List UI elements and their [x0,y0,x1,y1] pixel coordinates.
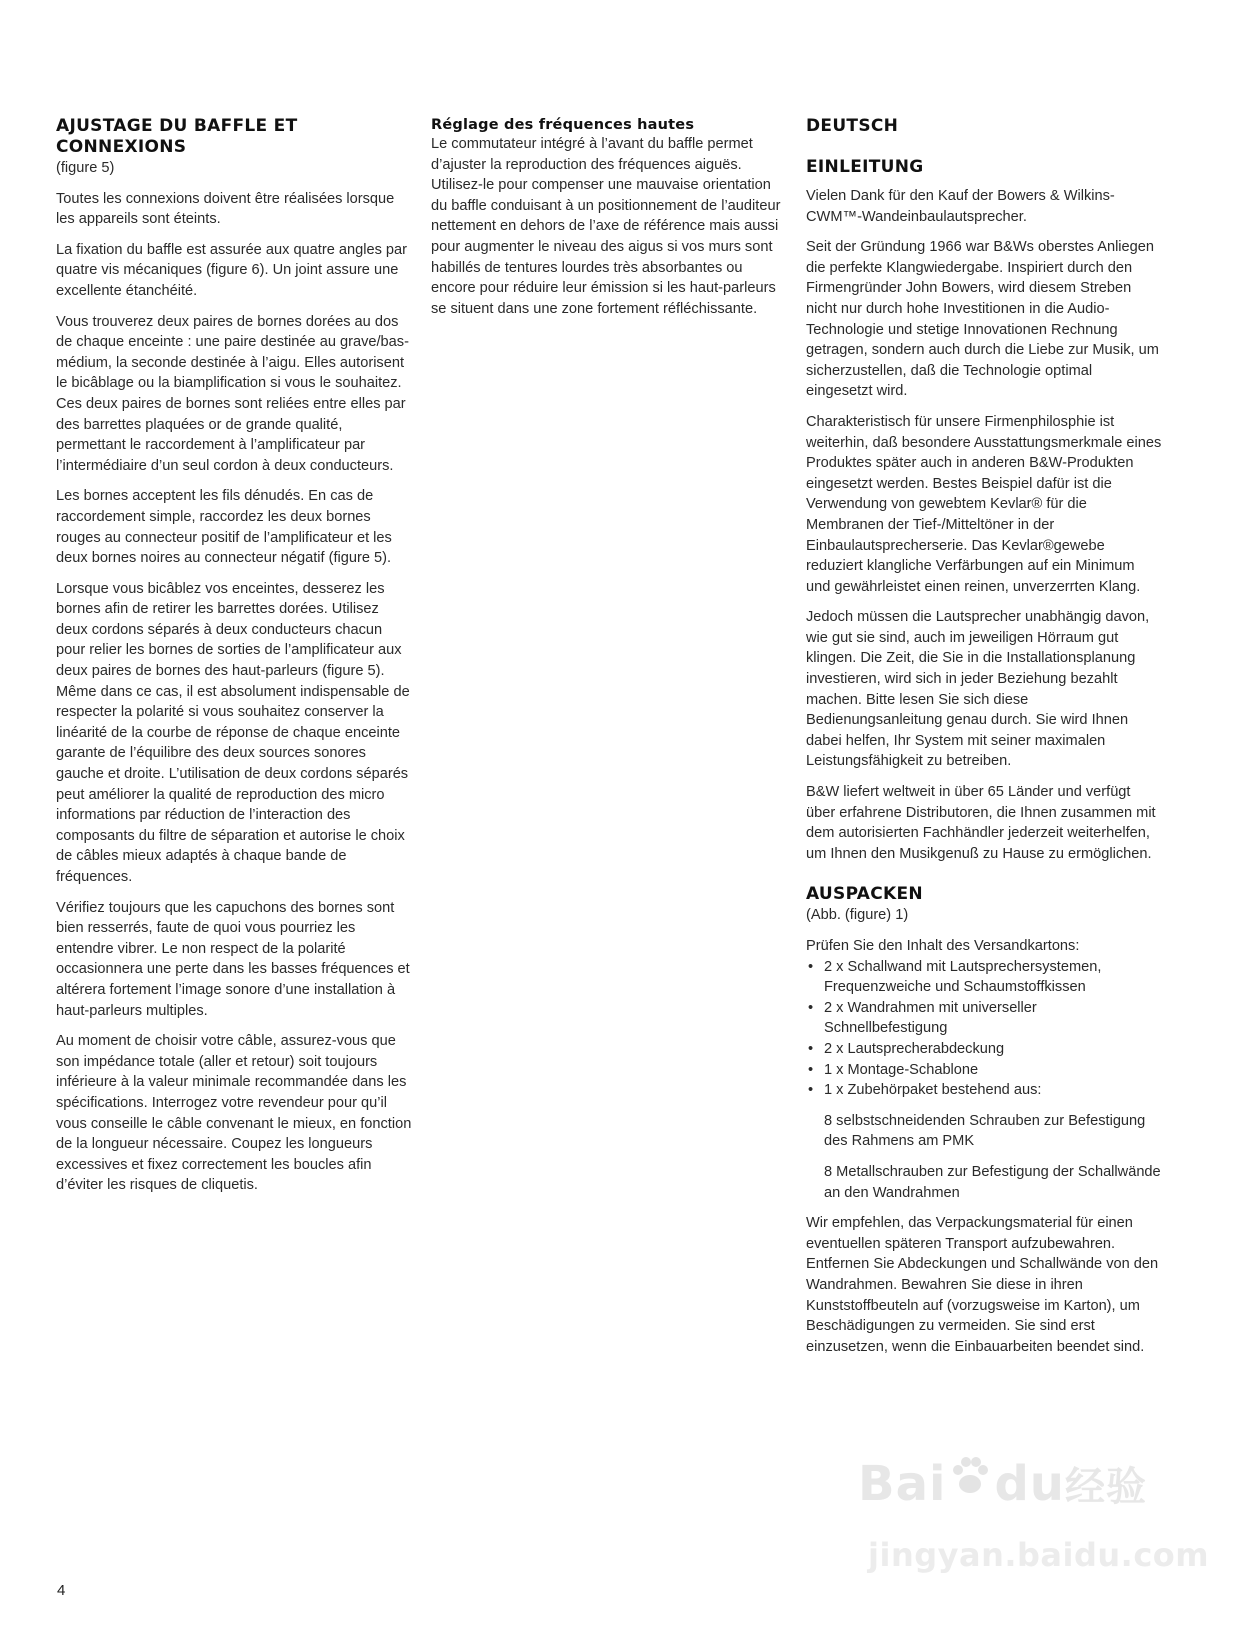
baidu-watermark [858,1452,1210,1612]
paragraph: Vérifiez toujours que les capuchons des bornes sont bien resserrés, faute de quoi vous pourriez les entendre vibrer. Le non respect de la polarité occasionnera une perte dans les basses fréquences et altérera fortement l’image sonore d’une installation à haut-parleurs multiples. [56,899,410,1019]
section-heading-connexions: AJUSTAGE DU BAFFLE ET CONNEXIONS [56,116,298,157]
section-heading-frequences: Réglage des fréquences hautes [431,117,695,133]
watermark-url: jingyan.baidu.com [868,1536,1210,1574]
spacer [806,874,1162,884]
paragraph: La fixation du baffle est assurée aux quatre angles par quatre vis mécaniques (figure 6). Un joint assure une excellente étanchéité. [56,241,408,299]
list-item: • 1 x Montage-Schablone [806,1060,1162,1081]
paw-icon [946,1452,994,1500]
paragraph: Au moment de choisir votre câble, assurez-vous que son impédance totale (aller et retour) soit toujours inférieure à la valeur minimale recommandée dans les spécifications. Interrogez votre revendeur pour qu’il vous conseille le câble convenant le mieux, en fonction de la longueur nécessaire. Coupez les longueurs excessives et fixez correctement les boucles afin d’éviter les risques de cliquetis. [56,1033,412,1194]
french-column-left [56,116,412,1206]
watermark-logo-left: Bai [858,1456,947,1512]
unpack-lead: Prüfen Sie den Inhalt des Versandkartons: [806,938,1080,954]
language-heading: DEUTSCH [806,116,899,136]
section-heading-einleitung: EINLEITUNG [806,157,924,177]
section-heading-auspacken: AUSPACKEN [806,884,923,905]
watermark-logo [858,1452,1147,1512]
german-column-right [806,116,1162,1367]
list-item: • 2 x Schallwand mit Lautsprechersystemen, Frequenzweiche und Schaumstoffkissen [806,957,1162,998]
paragraph: Vous trouverez deux paires de bornes dorées au dos de chaque enceinte : une paire destinée au grave/bas-médium, la seconde destinée à l’aigu. Elles autorisent le bicâblage ou la biamplification si vous le souhaitez. Ces deux paires de bornes sont reliées entre elles par des barrettes plaquées or de grande qualité, permettant le raccordement à l’amplificateur par l’intermédiaire d’un seul cordon à deux conducteurs. [56,313,409,474]
paragraph: Le commutateur intégré à l’avant du baffle permet d’ajuster la reproduction des fréquences aiguës. Utilisez-le pour compenser une mauvaise orientation du baffle conduisant à un positionnement de l’auditeur nettement en dehors de l’axe de référence mais aussi pour augmenter le niveau des aigus si vos murs sont habillés de tentures lourdes très absorbantes ou encore pour réduire leur émission si les haut-parleurs se situent dans une zone fortement réfléchissante. [431,136,781,317]
section-subheading: (figure 5) [56,160,115,176]
paragraph: Vielen Dank für den Kauf der Bowers & Wilkins-CWM™-Wandeinbaulautsprecher. [806,188,1115,225]
watermark-logo-cn: 经验 [1064,1464,1147,1510]
paragraph: Jedoch müssen die Lautsprecher unabhängig davon, wie gut sie sind, auch im jeweiligen Hörraum gut klingen. Die Zeit, die Sie in die Installationsplanung investieren, wird sich in jeder Beziehung bezahlt machen. Bitte lesen Sie sich diese Bedienungsanleitung genau durch. Sie wird Ihnen dabei helfen, Ihr System mit seiner maximalen Leistungsfähigkeit zu betreiben. [806,609,1150,770]
section-subheading: (Abb. (figure) 1) [806,907,909,924]
page-number: 4 [57,1582,66,1599]
unpack-list [806,957,1162,1101]
accessory-detail: 8 selbstschneidenden Schrauben zur Befestigung des Rahmens am PMK [824,1112,1146,1150]
paragraph: Charakteristisch für unsere Firmenphilosphie ist weiterhin, daß besondere Ausstattungsmerkmale eines Produktes später auch in anderen B&W-Produkten eingesetzt werden. Bestes Beispiel dafür ist die Verwendung von gewebtem Kevlar® für die Membranen der Tief-/Mitteltöner in der Einbaulautsprecherserie. Das Kevlar®gewebe reduziert klangliche Verfärbungen auf ein Minimum und gewährleistet einen reinen, unverzerrten Klang. [806,413,1162,595]
paragraph: Seit der Gründung 1966 war B&Ws oberstes Anliegen die perfekte Klangwiedergabe. Inspiriert durch den Firmengründer John Bowers, wird diesem Streben nicht nur durch hohe Investitionen in die Audio-Technologie und stetige Innovationen Rechnung getragen, sondern auch durch die Liebe zur Musik, um sicherzustellen, daß die Technologie optimal eingesetzt wird. [806,239,1159,400]
watermark-logo-right: du [994,1456,1065,1512]
list-item: • 2 x Wandrahmen mit universeller Schnellbefestigung [806,998,1162,1039]
spacer [806,137,1162,157]
french-column-middle [431,116,787,329]
accessory-detail: 8 Metallschrauben zur Befestigung der Schallwände an den Wandrahmen [824,1163,1161,1201]
paragraph: Toutes les connexions doivent être réalisées lorsque les appareils sont éteints. [56,190,395,228]
list-item: • 2 x Lautsprecherabdeckung [806,1039,1162,1060]
paragraph: Wir empfehlen, das Verpackungsmaterial für einen eventuellen späteren Transport aufzubewahren. Entfernen Sie Abdeckungen und Schallwände von den Wandrahmen. Bewahren Sie diese in ihren Kunststoffbeuteln auf (vorzugsweise im Karton), um Beschädigungen zu vermeiden. Sie sind erst einzusetzen, wenn die Einbauarbeiten beendet sind. [806,1215,1159,1355]
paragraph: B&W liefert weltweit in über 65 Länder und verfügt über erfahrene Distributoren, die Ihnen zusammen mit dem autorisierten Fachhändler jederzeit weiterhelfen, um Ihnen den Musikgenuß zu Hause zu ermöglichen. [806,784,1156,862]
list-item: • 1 x Zubehörpaket bestehend aus: [806,1080,1162,1101]
paragraph: Les bornes acceptent les fils dénudés. En cas de raccordement simple, raccordez les deux bornes rouges au connecteur positif de l’amplificateur et les deux bornes noires au connecteur négatif (figure 5). [56,488,392,567]
paragraph: Lorsque vous bicâblez vos enceintes, desserez les bornes afin de retirer les barrettes dorées. Utilisez deux cordons séparés à deux conducteurs chacun pour relier les bornes de sorties de l’amplificateur aux deux paires de bornes des haut-parleurs (figure 5). Même dans ce cas, il est absolument indispensable de respecter la polarité si vous souhaitez conserver la linéarité de la courbe de réponse de chaque enceinte garante de l’équilibre des deux sources sonores gauche et droite. L’utilisation de deux cordons séparés peut améliorer la qualité de reproduction des micro informations par réduction de l’interaction des composants du filtre de séparation et autorise le choix de câbles mieux adaptés à chaque bande de fréquences. [56,580,410,885]
